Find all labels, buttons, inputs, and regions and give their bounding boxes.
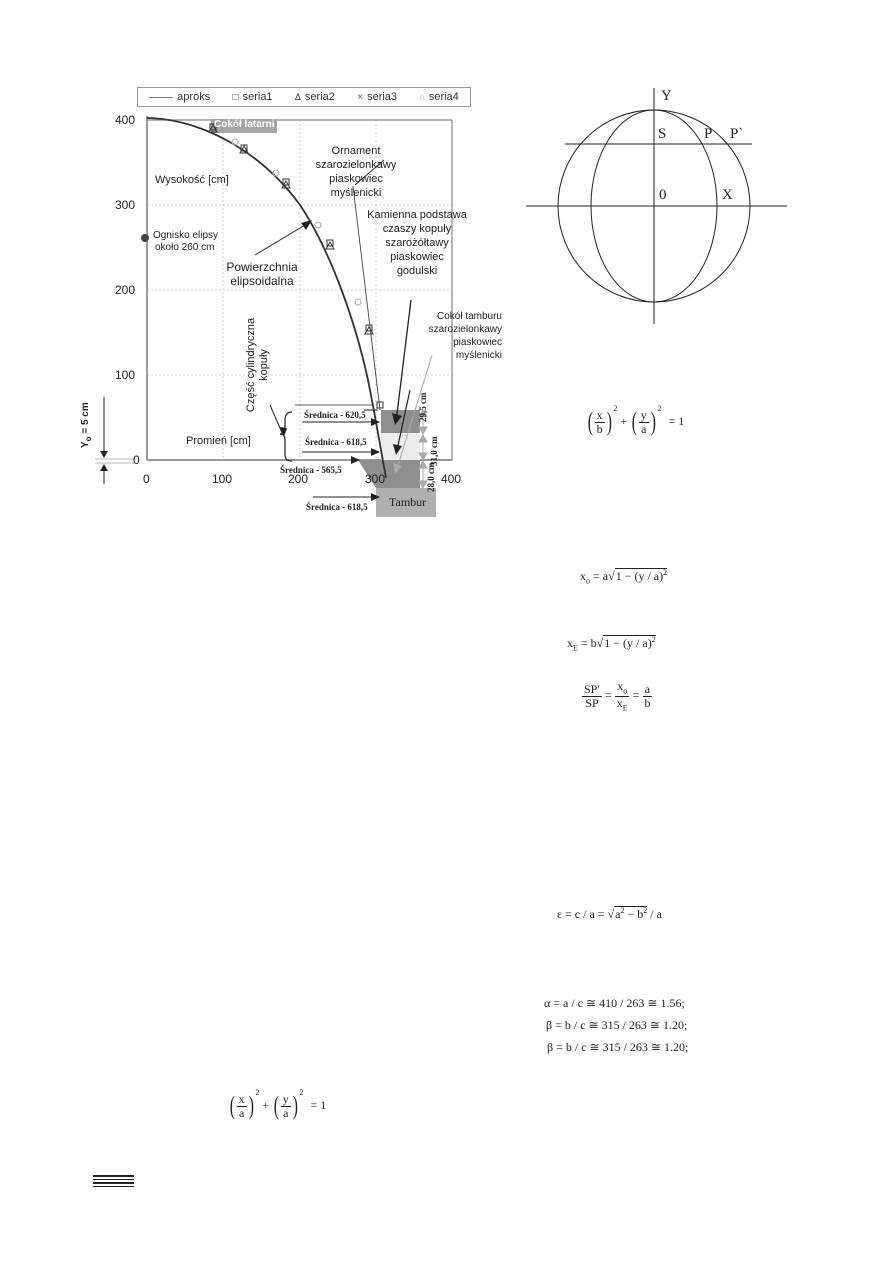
x-tick-0: 0	[143, 472, 150, 486]
label-srednica-620: Średnica - 620,5	[304, 410, 366, 420]
y-tick-0: 0	[133, 453, 140, 467]
equation-ellipse-xb: ( $\frac{x}{b}$ ) $^2$ + ( $\frac{y}{a}$ ) $^2$ = 1	[587, 404, 685, 437]
sqrt-icon: √	[607, 907, 615, 921]
label-point-p: P	[704, 126, 713, 142]
sqrt-icon: √	[608, 569, 615, 583]
label-srednica-565: Średnica - 565,5	[280, 465, 342, 475]
label-srednica-618-b: Średnica - 618,5	[306, 502, 368, 512]
x-marker-icon: ×	[357, 91, 364, 103]
legend-seria1: □ seria1	[232, 91, 273, 103]
label-tambur: Tambur	[389, 495, 427, 509]
circle-marker-icon: ○	[419, 92, 425, 102]
label-czesc-cylindryczna: Część cylindryczna kopuły	[245, 317, 270, 413]
equation-xo: $x_o = a√1 - (y / a)^2$	[580, 568, 668, 586]
equation-eccentricity: $\varepsilon = c / a = √a^2 - b^2 / a$	[557, 906, 662, 921]
label-dim-29-5: 29,5 cm	[418, 392, 428, 422]
label-powierzchnia: Powierzchnia elipsoidalna	[226, 260, 298, 288]
triangle-marker-icon: Δ	[294, 92, 301, 102]
x-tick-200: 200	[288, 472, 309, 486]
chart-figure	[0, 0, 520, 540]
legend-seria2: Δ seria2	[294, 91, 335, 103]
y-axis-label: Wysokość [cm]	[155, 174, 229, 186]
equation-ratio: $\frac{SP'}{SP}$ = $\frac{x_o}{x_E}$ = $\frac{a}{b}$	[584, 679, 651, 713]
label-dim-31-0: 31,0 cm	[429, 436, 439, 466]
label-axis-x: X	[722, 187, 733, 203]
label-axis-y: Y	[661, 88, 672, 104]
legend-seria4: ○ seria4	[419, 91, 459, 103]
label-point-s: S	[658, 126, 667, 142]
label-ornament: Ornament szarozielonkawy piaskowiec myślenicki	[315, 145, 397, 199]
square-marker-icon: □	[232, 91, 239, 103]
sqrt-icon: √	[596, 636, 604, 650]
legend-aproks: aproks	[149, 91, 210, 103]
equation-sphere: ( $\frac{x}{a}$ ) $^2$ + ( $\frac{y}{a}$ ) $^2$ = 1	[229, 1088, 327, 1121]
equation-beta-2: β = b / c ≅ 315 / 263 ≅ 1.20;	[547, 1040, 689, 1054]
y-tick-200: 200	[115, 283, 136, 297]
equation-alpha: α = a / c ≅ 410 / 263 ≅ 1.56;	[544, 996, 685, 1010]
legend-seria3: × seria3	[357, 91, 398, 103]
label-cokol-latarni: Cokół latarni	[214, 119, 275, 130]
label-srednica-618-a: Średnica - 618,5	[305, 437, 367, 447]
ellipse-diagram	[520, 80, 800, 330]
y-tick-100: 100	[115, 368, 136, 382]
label-ognisko: Ognisko elipsy około 260 cm	[153, 230, 219, 253]
footer-rule-icon	[93, 1175, 134, 1189]
label-dim-28-0: 28,0 cm	[426, 462, 436, 492]
x-tick-400: 400	[441, 472, 462, 486]
equation-xe: $x_E = b√1 - (y / a)^2$	[567, 635, 656, 653]
y-tick-300: 300	[115, 198, 136, 212]
label-kamienna-podstawa: Kamienna podstawa czaszy kopuły szarożółtawy piaskowiec godulski	[367, 209, 467, 277]
label-y0: $Y_o = 5$ cm	[80, 402, 93, 448]
equation-beta-1: β = b / c ≅ 315 / 263 ≅ 1.20;	[546, 1018, 688, 1032]
label-point-p-prime: P`	[730, 126, 744, 142]
y-tick-400: 400	[115, 113, 136, 127]
x-axis-label: Promień [cm]	[186, 435, 251, 447]
label-origin: 0	[659, 187, 667, 203]
x-tick-100: 100	[212, 472, 233, 486]
x-tick-300: 300	[365, 472, 386, 486]
label-cokol-tamburu: Cokół tamburu szarozielonkawy piaskowiec myślenicki	[428, 311, 502, 361]
ellipse-svg	[520, 80, 800, 330]
